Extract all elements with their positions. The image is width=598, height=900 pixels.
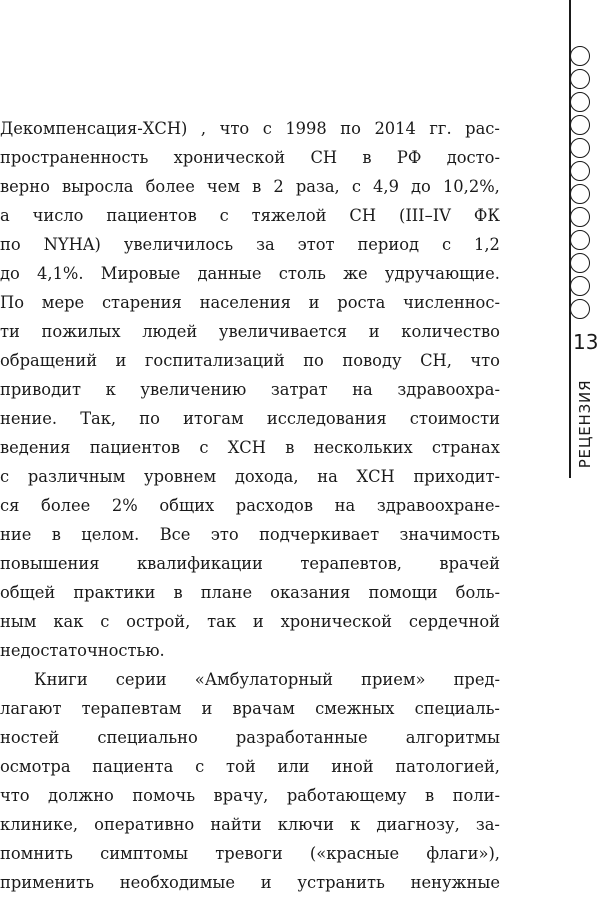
circle-ornament-item: [570, 69, 590, 89]
text-line: По мере старения населения и роста численнос-: [0, 293, 500, 312]
text-line: повышения квалификации терапевтов, врачей: [0, 554, 500, 573]
circle-ornament-item: [570, 115, 590, 135]
text-line: Книги серии «Амбулаторный прием» пред-: [34, 670, 500, 689]
circle-ornament-item: [570, 299, 590, 319]
circle-ornament-item: [570, 92, 590, 112]
text-line: клинике, оперативно найти ключи к диагнозу, за-: [0, 815, 500, 834]
text-line: обращений и госпитализаций по поводу СН, что: [0, 351, 500, 370]
text-line: общей практики в плане оказания помощи боль-: [0, 583, 500, 602]
text-line: с различным уровнем дохода, на ХСН приходит-: [0, 467, 500, 486]
text-line: ние в целом. Все это подчеркивает значимость: [0, 525, 500, 544]
body-text: [0, 114, 500, 897]
text-line: пространенность хронической СН в РФ досто-: [0, 148, 500, 167]
circle-ornament-item: [570, 253, 590, 273]
circle-ornament-item: [570, 276, 590, 296]
circle-ornament: [570, 46, 596, 322]
text-line: ся более 2% общих расходов на здравоохране-: [0, 496, 500, 515]
text-line: до 4,1%. Мировые данные столь же удручающие.: [0, 264, 500, 283]
circle-ornament-item: [570, 161, 590, 181]
text-line: лагают терапевтам и врачам смежных специаль-: [0, 699, 500, 718]
text-line: осмотра пациента с той или иной патологией,: [0, 757, 500, 776]
section-label-text: РЕЦЕНЗИЯ: [576, 379, 594, 469]
text-line: нение. Так, по итогам исследования стоимости: [0, 409, 500, 428]
text-line: приводит к увеличению затрат на здравоохра-: [0, 380, 500, 399]
circle-ornament-item: [570, 230, 590, 250]
circle-ornament-item: [570, 46, 590, 66]
text-line: а число пациентов с тяжелой СН (III–IV ФК: [0, 206, 500, 225]
section-label: [573, 368, 597, 480]
text-line: верно выросла более чем в 2 раза, с 4,9 до 10,2%,: [0, 177, 500, 196]
text-line: по NYHA) увеличилось за этот период с 1,2: [0, 235, 500, 254]
text-line: ти пожилых людей увеличивается и количество: [0, 322, 500, 341]
circle-ornament-item: [570, 184, 590, 204]
text-line: применить необходимые и устранить ненужные: [0, 873, 500, 892]
text-line: помнить симптомы тревоги («красные флаги»),: [0, 844, 500, 863]
text-line: ным как с острой, так и хронической сердечной: [0, 612, 500, 631]
text-line: недостаточностью.: [0, 641, 165, 660]
text-line: ностей специально разработанные алгоритмы: [0, 728, 500, 747]
circle-ornament-item: [570, 207, 590, 227]
text-line: Декомпенсация-ХСН) , что с 1998 по 2014 гг. рас-: [0, 119, 500, 138]
circle-ornament-item: [570, 138, 590, 158]
text-line: ведения пациентов с ХСН в нескольких странах: [0, 438, 500, 457]
text-line: что должно помочь врачу, работающему в поли-: [0, 786, 500, 805]
page-number: 13: [573, 330, 598, 354]
